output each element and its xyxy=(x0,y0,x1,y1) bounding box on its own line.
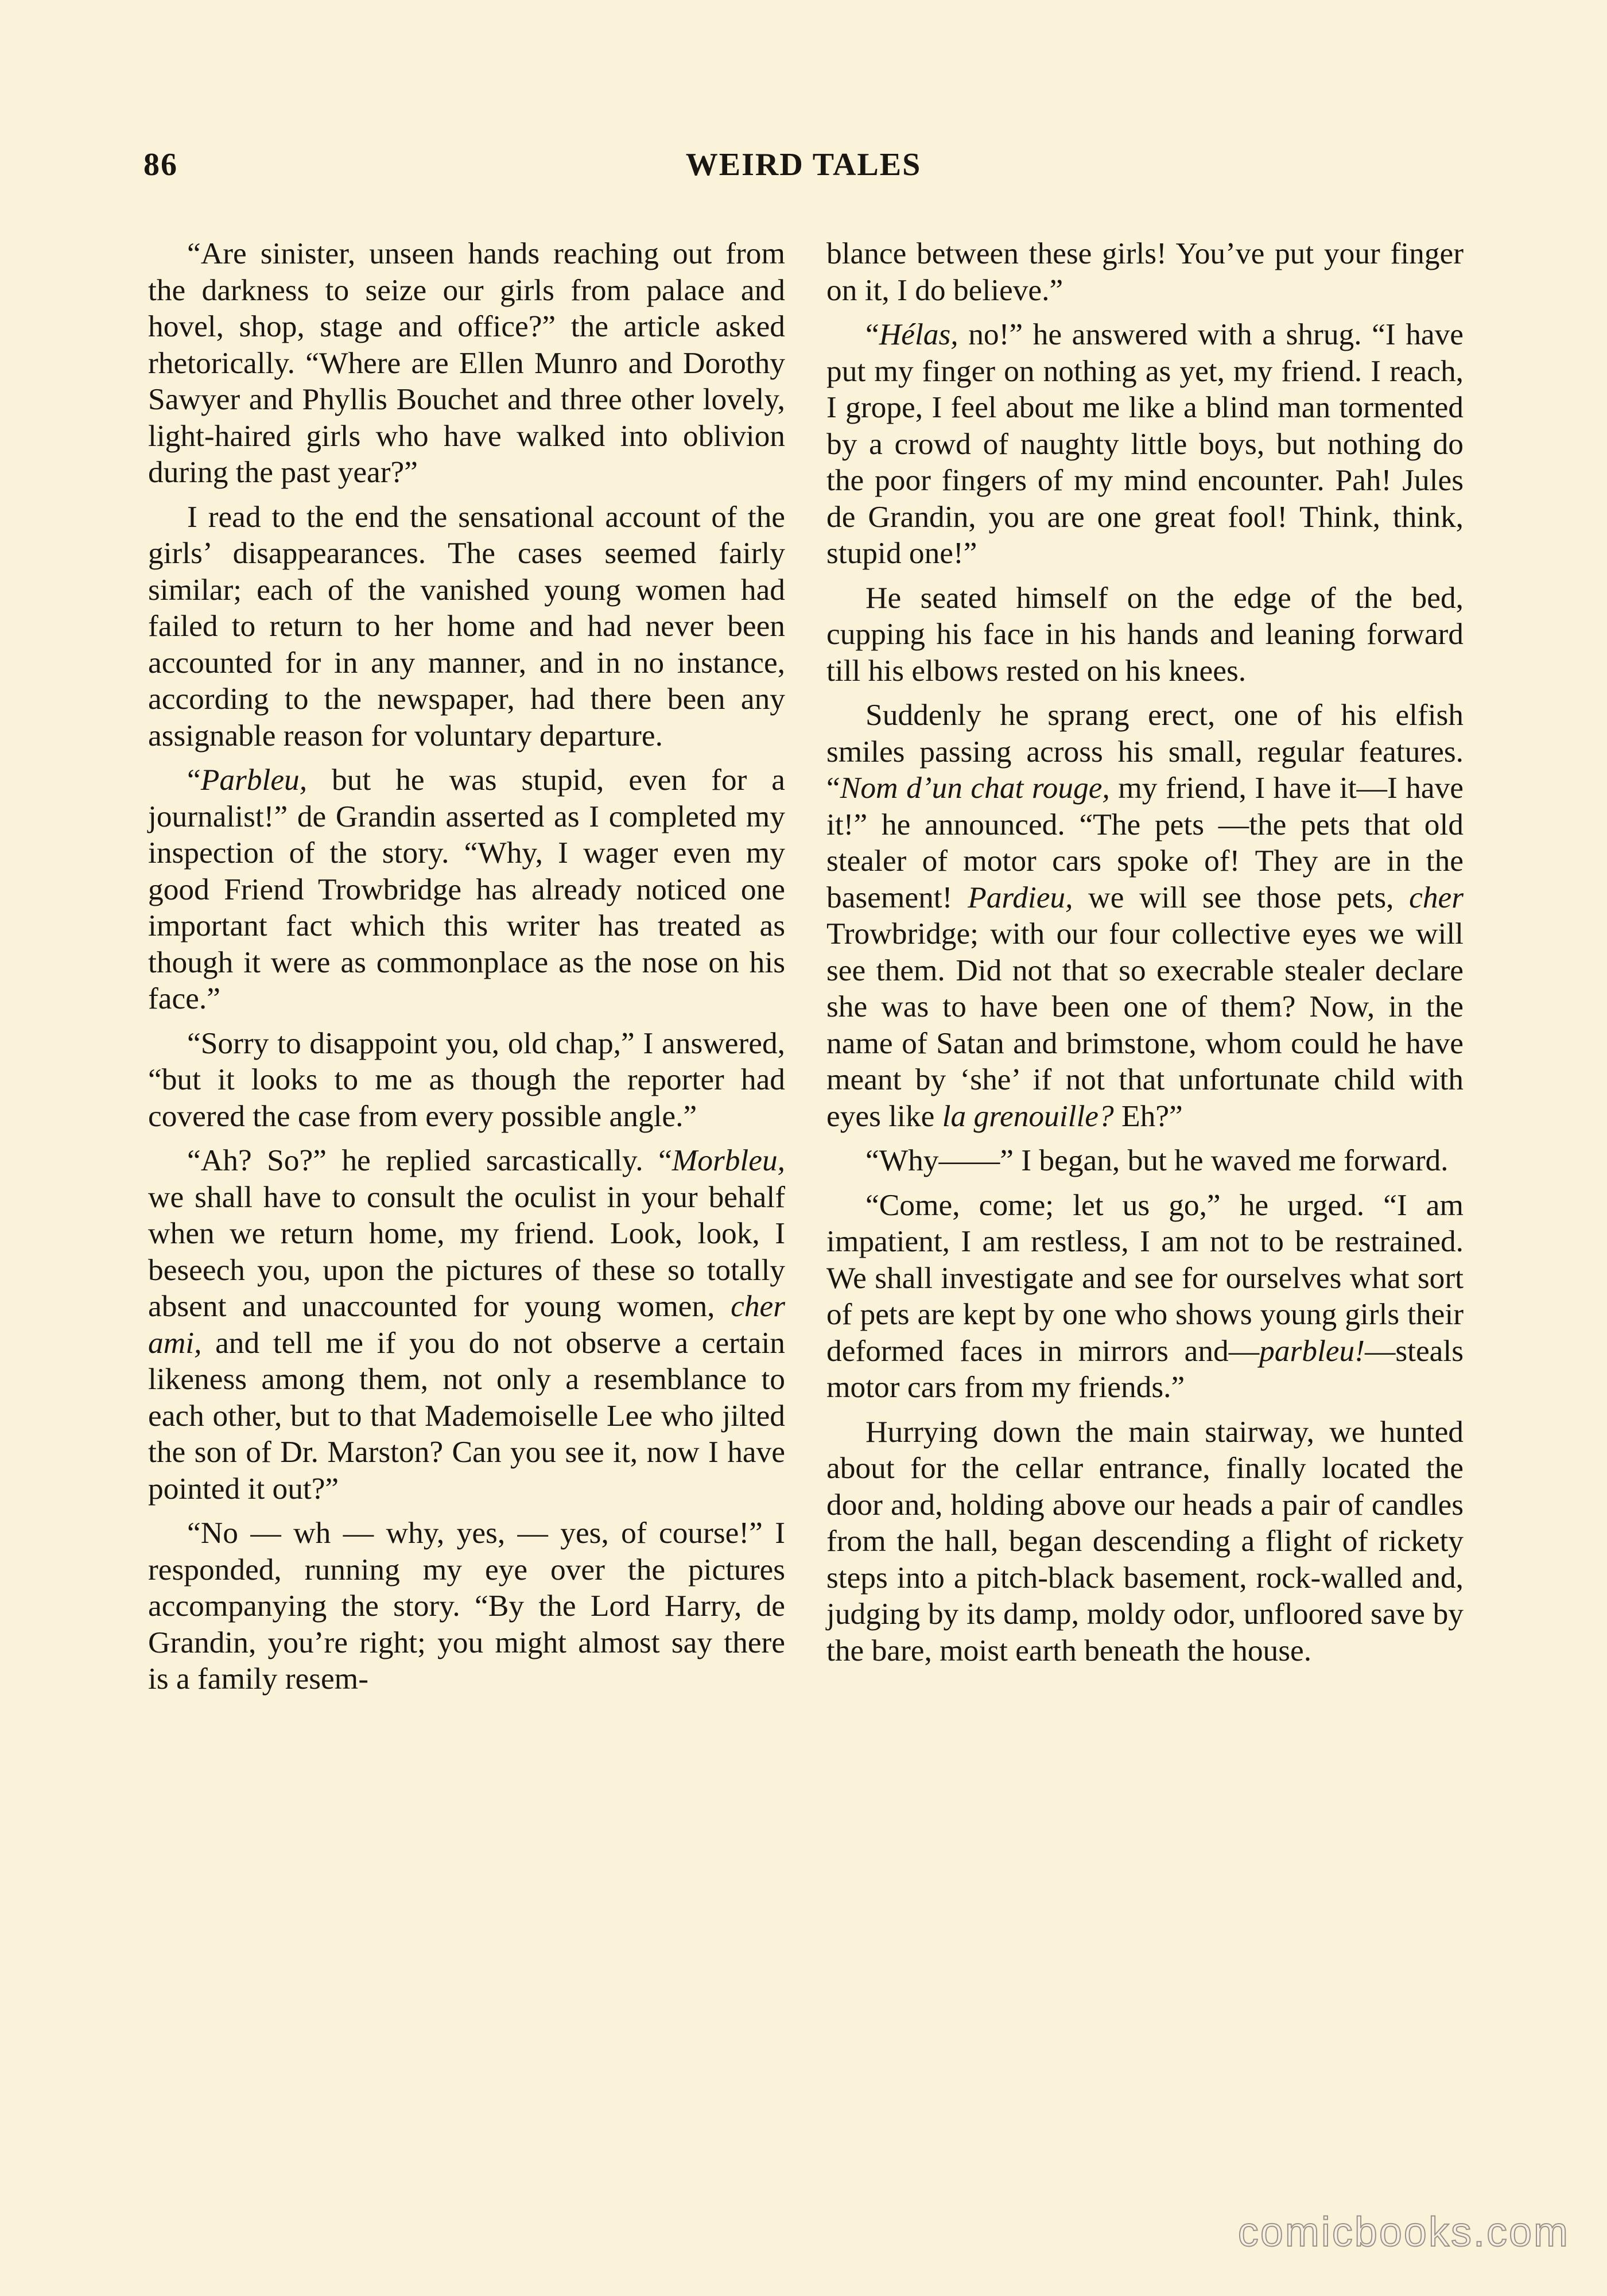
paragraph: “Ah? So?” he replied sarcastically. “Morbleu, we shall have to consult the oculist in your behalf when we return home, my friend. Look, look, I beseech you, upon the pictures of these so totally absent and unaccounted for young women, cher ami, and tell me if you do not observe a certain likeness among them, not only a resemblance to each other, but to that Mademoiselle Lee who jilted the son of Dr. Marston? Can you see it, now I have pointed it out?” xyxy=(148,1143,785,1506)
page-number: 86 xyxy=(143,147,178,183)
paragraph: “No — wh — why, yes, — yes, of course!” I responded, running my eye over the pictures accompanying the story. “By the Lord Harry, de Grandin, you’re right; you might almost say there is a family resem- xyxy=(148,1515,785,1696)
paragraph: “Sorry to disappoint you, old chap,” I answered, “but it looks to me as though the reporter had covered the case from every possible angle.” xyxy=(148,1025,785,1133)
paragraph: “Are sinister, unseen hands reaching out from the darkness to seize our girls from palace and hovel, shop, stage and office?” the article asked rhetorically. “Where are Ellen Munro and Dorothy Sawyer and Phyllis Bouchet and three other lovely, light-haired girls who have walked into oblivion during the past year?” xyxy=(148,236,785,489)
running-title: WEIRD TALES xyxy=(685,147,922,183)
left-column xyxy=(148,235,785,1705)
site-watermark: comicbooks.com xyxy=(1237,2209,1570,2255)
running-header xyxy=(143,146,1464,192)
paragraph: Hurrying down the main stairway, we hunted about for the cellar entrance, finally located the door and, holding above our heads a pair of candles from the hall, began descending a flight of rickety steps into a pitch-black basement, rock-walled and, judging by its damp, moldy odor, unfloored save by the bare, moist earth beneath the house. xyxy=(826,1414,1464,1667)
paragraph: I read to the end the sensational account of the girls’ disappearances. The cases seemed fairly similar; each of the vanished young women had failed to return to her home and had never been accounted for in any manner, and in no instance, according to the newspaper, had there been any assignable reason for voluntary departure. xyxy=(148,499,785,753)
paragraph-continued: blance between these girls! You’ve put your finger on it, I do believe.” xyxy=(826,236,1464,307)
paragraph: He seated himself on the edge of the bed, cupping his face in his hands and leaning forward till his elbows rested on his knees. xyxy=(826,580,1464,688)
paragraph: “Come, come; let us go,” he urged. “I am impatient, I am restless, I am not to be restrained. We shall investigate and see for ourselves what sort of pets are kept by one who shows young girls their deformed faces in mirrors and—parbleu!—steals motor cars from my friends.” xyxy=(826,1187,1464,1404)
right-column xyxy=(826,235,1464,1677)
paragraph: “Parbleu, but he was stupid, even for a journalist!” de Grandin asserted as I completed my inspection of the story. “Why, I wager even my good Friend Trowbridge has already noticed one important fact which this writer has treated as though it were as commonplace as the nose on his face.” xyxy=(148,762,785,1015)
paragraph: Suddenly he sprang erect, one of his elfish smiles passing across his small, regular features. “Nom d’un chat rouge, my friend, I have it—I have it!” he announced. “The pets —the pets that old stealer of motor cars spoke of! They are in the basement! Pardieu, we will see those pets, cher Trowbridge; with our four collective eyes we will see them. Did not that so execrable stealer declare she was to have been one of them? Now, in the name of Satan and brimstone, whom could he have meant by ‘she’ if not that unfortunate child with eyes like la grenouille? Eh?” xyxy=(826,697,1464,1133)
paragraph: “Hélas, no!” he answered with a shrug. “I have put my finger on nothing as yet, my friend. I reach, I grope, I feel about me like a blind man tormented by a crowd of naughty little boys, but nothing do the poor fingers of my mind encounter. Pah! Jules de Grandin, you are one great fool! Think, think, stupid one!” xyxy=(826,317,1464,570)
paragraph: “Why——” I began, but he waved me forward. xyxy=(865,1143,1449,1177)
